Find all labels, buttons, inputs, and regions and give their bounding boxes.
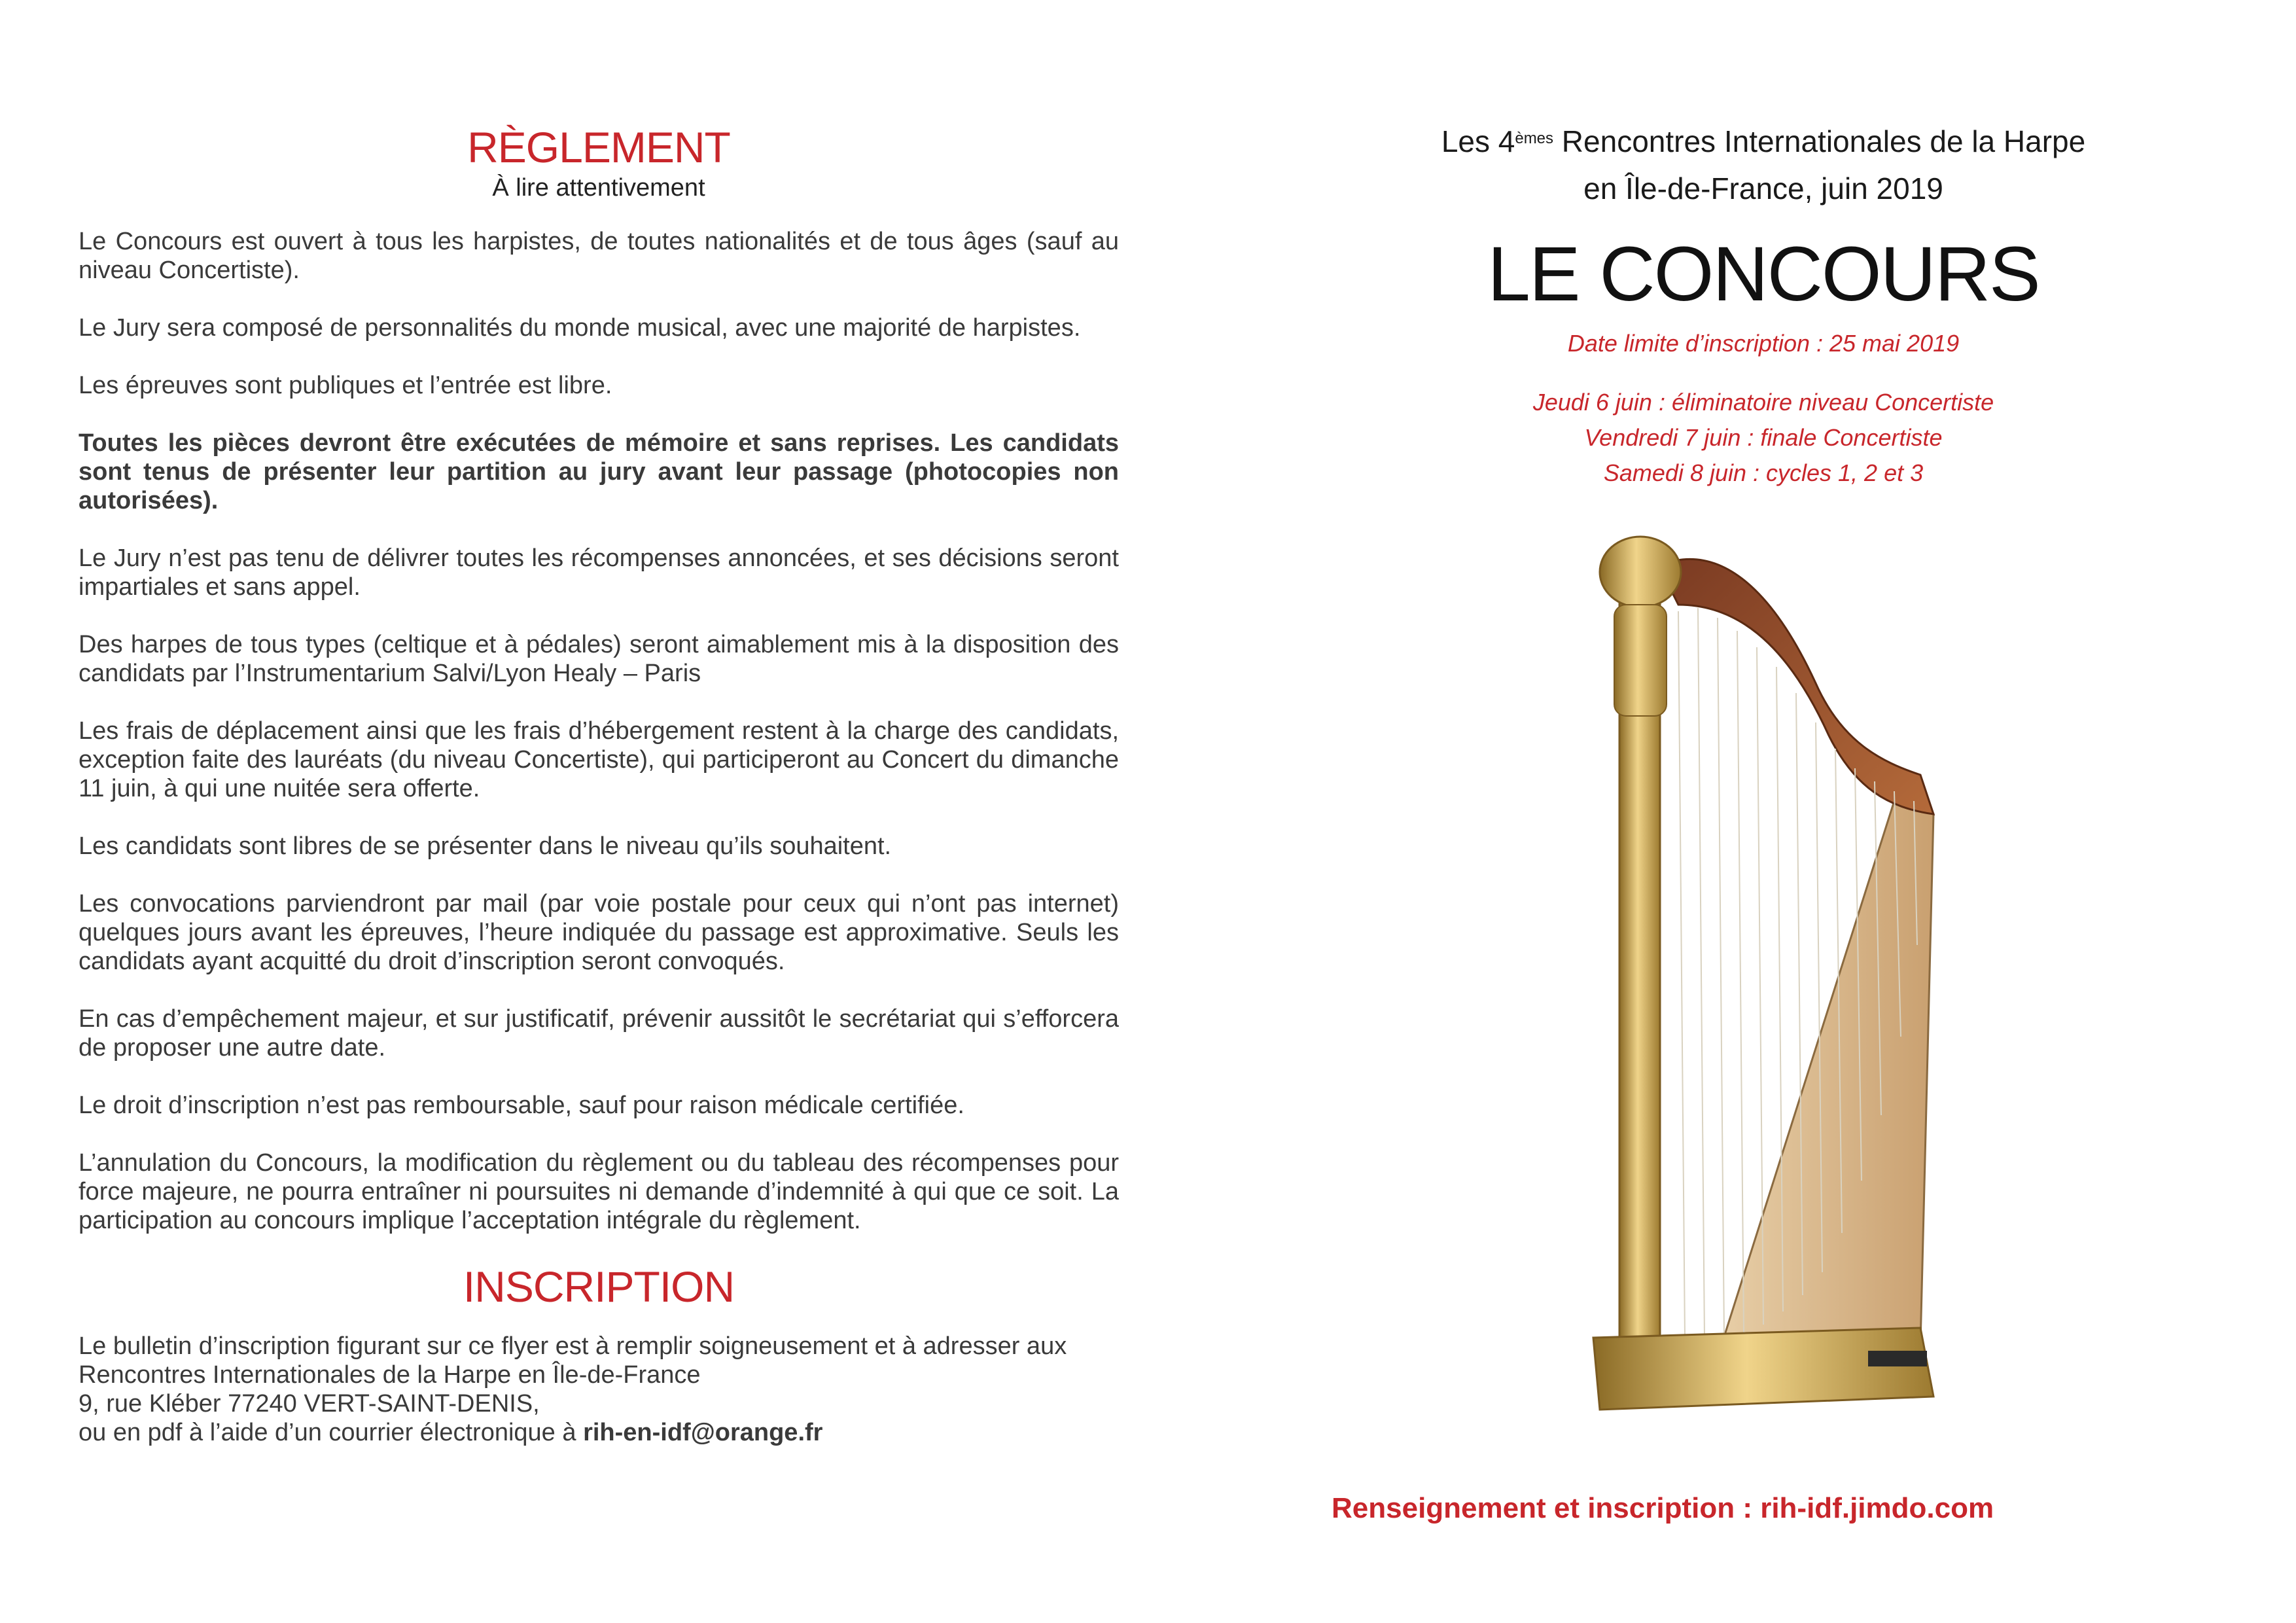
schedule-item: Vendredi 7 juin : finale Concertiste bbox=[1584, 424, 1943, 451]
rule-paragraph: Le Concours est ouvert à tous les harpistes, de toutes nationalités et de tous âges (sauf au niveau Concertiste). bbox=[79, 228, 1119, 284]
inscription-title: INSCRIPTION bbox=[463, 1262, 735, 1311]
event-title-part: Rencontres Internationales de la Harpe bbox=[1553, 124, 2086, 158]
rule-paragraph: En cas d’empêchement majeur, et sur justificatif, prévenir aussitôt le secrétariat qui s’efforcera de proposer une autre date. bbox=[79, 1005, 1119, 1061]
inscription-line: Le bulletin d’inscription figurant sur ce flyer est à remplir soigneusement et à adresser aux bbox=[79, 1332, 1067, 1360]
event-title-part: Les 4 bbox=[1441, 124, 1515, 158]
concours-title: LE CONCOURS bbox=[1487, 231, 2040, 317]
inscription-email-prefix: ou en pdf à l’aide d’un courrier électronique à bbox=[79, 1419, 584, 1446]
schedule-item: Samedi 8 juin : cycles 1, 2 et 3 bbox=[1603, 459, 1924, 486]
rule-paragraph: Le Jury sera composé de personnalités du monde musical, avec une majorité de harpistes. bbox=[79, 314, 1081, 342]
reglement-title: RÈGLEMENT bbox=[467, 123, 730, 171]
rule-paragraph: Des harpes de tous types (celtique et à pédales) seront aimablement mis à la disposition des candidats par l’Instrumentarium Salvi/Lyon Healy – Paris bbox=[79, 631, 1119, 687]
event-title-line2: en Île-de-France, juin 2019 bbox=[1583, 171, 1943, 205]
reglement-subtitle: À lire attentivement bbox=[492, 174, 705, 202]
rule-paragraph: Les candidats sont libres de se présenter dans le niveau qu’ils souhaitent. bbox=[79, 832, 892, 860]
contact-link[interactable]: Renseignement et inscription : rih-idf.jimdo.com bbox=[1332, 1492, 1994, 1524]
rule-paragraph: Le droit d’inscription n’est pas remboursable, sauf pour raison médicale certifiée. bbox=[79, 1092, 964, 1119]
inscription-text bbox=[79, 1332, 1119, 1447]
inscription-line: 9, rue Kléber 77240 VERT-SAINT-DENIS, bbox=[79, 1390, 540, 1418]
rule-paragraph-bold: Toutes les pièces devront être exécutées de mémoire et sans reprises. Les candidats sont tenus de présenter leur partition au jury avant leur passage (photocopies non autorisées). bbox=[79, 429, 1119, 514]
deadline-text: Date limite d’inscription : 25 mai 2019 bbox=[1567, 330, 1960, 357]
schedule-item: Jeudi 6 juin : éliminatoire niveau Concertiste bbox=[1532, 389, 1994, 416]
inscription-email-link[interactable]: rih-en-idf@orange.fr bbox=[583, 1419, 823, 1446]
concours-column bbox=[1282, 118, 2244, 1429]
rule-paragraph: Le Jury n’est pas tenu de délivrer toutes les récompenses annoncées, et ses décisions seront impartiales et sans appel. bbox=[79, 544, 1119, 601]
rule-paragraph: L’annulation du Concours, la modification du règlement ou du tableau des récompenses pour force majeure, ne pourra entraîner ni poursuites ni demande d’indemnité à qui que ce soit. La participation au concours implique l’acceptation intégrale du règlement. bbox=[79, 1149, 1119, 1234]
rule-paragraph: Les frais de déplacement ainsi que les frais d’hébergement restent à la charge des candidats, exception faite des lauréats (du niveau Concertiste), qui participeront au Concert du dimanche 11 juin, à qui une nuitée sera offerte. bbox=[79, 717, 1119, 802]
rule-paragraph: Les épreuves sont publiques et l’entrée est libre. bbox=[79, 372, 612, 399]
event-title-superscript: èmes bbox=[1515, 130, 1554, 147]
inscription-line-email bbox=[79, 1418, 1119, 1447]
rule-paragraph: Les convocations parviendront par mail (par voie postale pour ceux qui n’ont pas internet) quelques jours avant les épreuves, l’heure indiquée du passage est approximative. Seuls les candidats ayant acquitté du droit d’inscription seront convoqués. bbox=[79, 890, 1119, 975]
reglement-column bbox=[79, 124, 1119, 1447]
inscription-line: Rencontres Internationales de la Harpe en Île-de-France bbox=[79, 1361, 701, 1389]
harp-image bbox=[1580, 526, 1947, 1429]
event-title bbox=[1282, 118, 2244, 212]
